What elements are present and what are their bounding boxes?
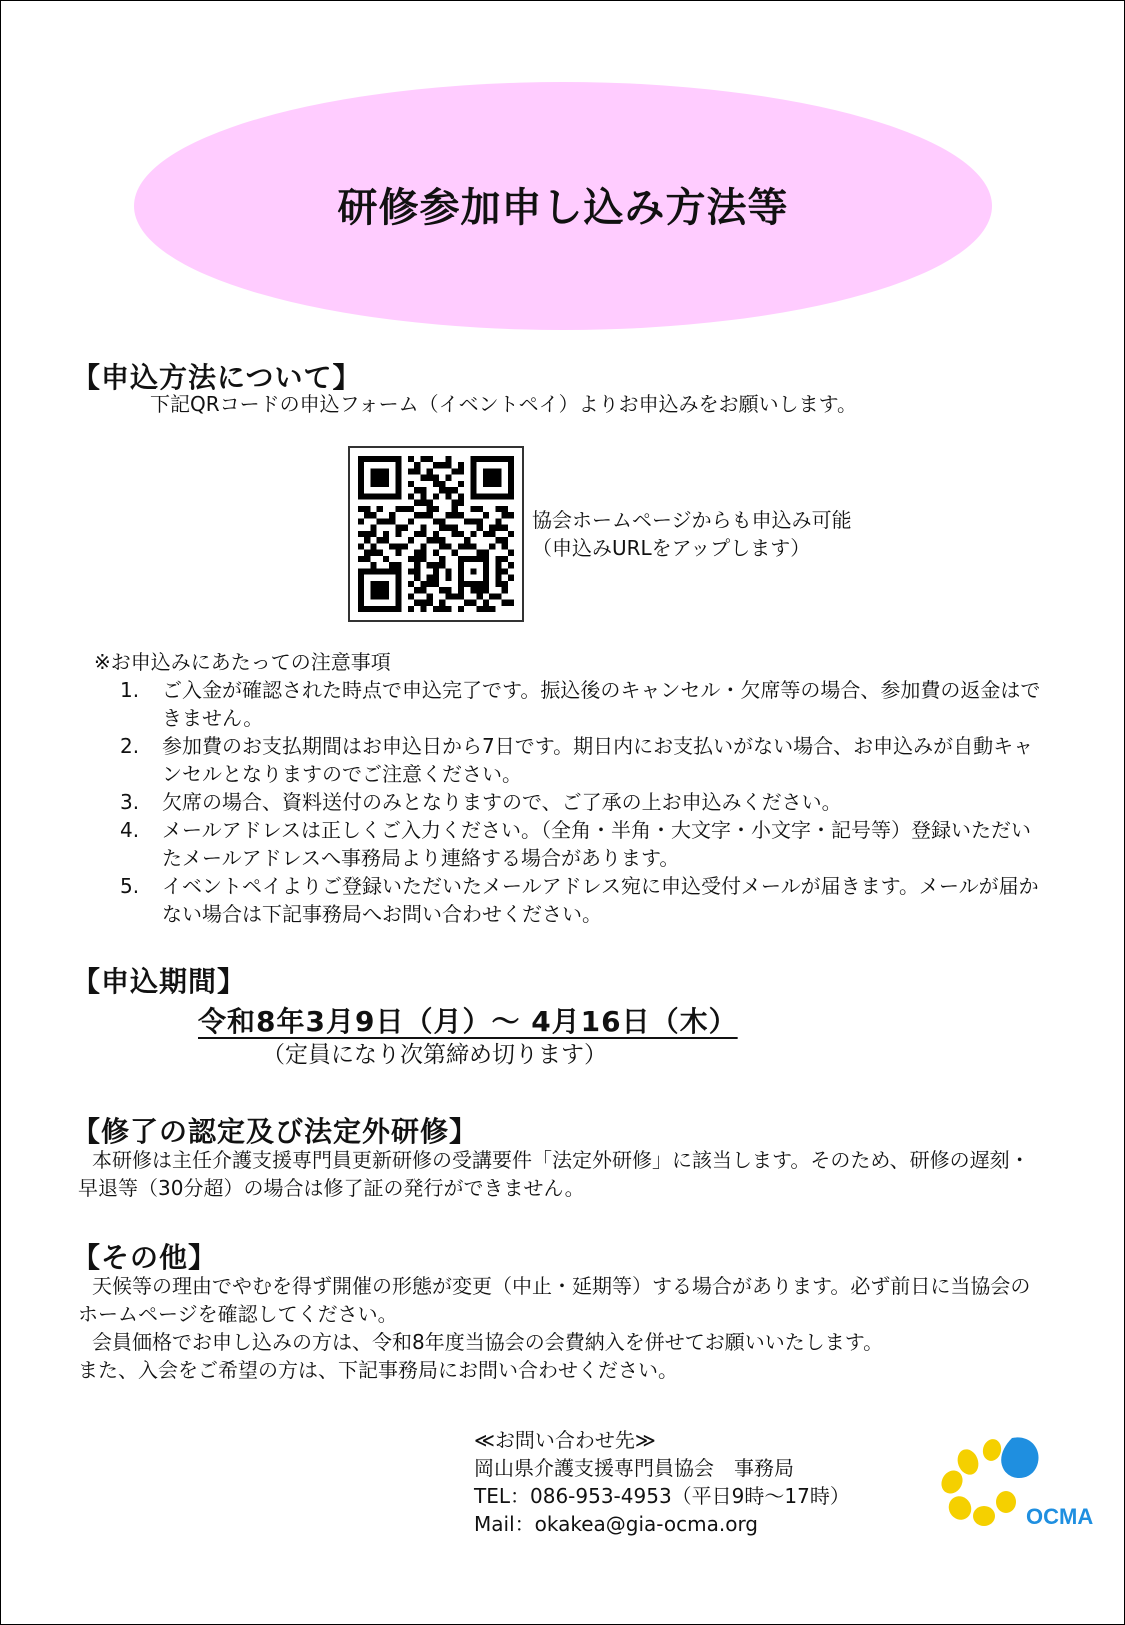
contact-mail: Mail：okakea@gia-ocma.org <box>474 1512 759 1536</box>
other-para3: また、入会をご希望の方は、下記事務局にお問い合わせください。 <box>78 1358 678 1382</box>
completion-heading: 【修了の認定及び法定外研修】 <box>72 1115 479 1148</box>
svg-text:OCMA: OCMA <box>1026 1504 1094 1529</box>
contact-org: 岡山県介護支援専門員協会 事務局 <box>474 1456 794 1480</box>
notes-heading: ※お申込みにあたっての注意事項 <box>94 650 391 674</box>
contact-tel: TEL：086-953-4953（平日9時～17時） <box>474 1484 850 1508</box>
note-text: 欠席の場合、資料送付のみとなりますので、ご了承の上お申込みください。 <box>162 790 842 814</box>
qr-side-line2: （申込みURLをアップします） <box>532 536 811 560</box>
contact-block <box>474 1426 850 1538</box>
completion-text: 本研修は主任介護支援専門員更新研修の受講要件「法定外研修」に該当します。そのため、研修の遅刻・早退等（30分超）の場合は修了証の発行ができません。 <box>78 1148 1030 1200</box>
contact-heading: ≪お問い合わせ先≫ <box>474 1428 656 1452</box>
note-item <box>120 816 1050 872</box>
period-heading: 【申込期間】 <box>72 965 247 998</box>
note-item <box>120 676 1050 732</box>
note-item <box>120 732 1050 788</box>
note-item <box>120 788 1050 816</box>
period-note: （定員になり次第締め切ります） <box>262 1042 607 1068</box>
other-heading: 【その他】 <box>72 1241 218 1274</box>
other-para1: 天候等の理由でやむを得ず開催の形態が変更（中止・延期等）する場合があります。必ず前日に当協会のホームページを確認してください。 <box>78 1274 1031 1326</box>
note-text: ご入金が確認された時点で申込完了です。振込後のキャンセル・欠席等の場合、参加費の返金はできません。 <box>162 678 1041 730</box>
method-intro: 下記QRコードの申込フォーム（イベントペイ）よりお申込みをお願いします。 <box>150 392 858 416</box>
note-text: 参加費のお支払期間はお申込日から7日です。期日内にお支払いがない場合、お申込みが自動キャンセルとなりますのでご注意ください。 <box>162 734 1034 786</box>
note-number: 2. <box>120 734 140 758</box>
ocma-flower-icon <box>940 1436 1100 1536</box>
other-para2: 会員価格でお申し込みの方は、令和8年度当協会の会費納入を併せてお願いいたします。 <box>92 1330 884 1354</box>
note-text: イベントペイよりご登録いただいたメールアドレス宛に申込受付メールが届きます。メールが届かない場合は下記事務局へお問い合わせください。 <box>162 874 1039 926</box>
qr-code <box>348 446 524 622</box>
period-dates: 令和8年3月9日（月）～ 4月16日（木） <box>198 1005 738 1038</box>
note-number: 4. <box>120 818 140 842</box>
method-heading: 【申込方法について】 <box>72 361 362 394</box>
note-number: 1. <box>120 678 140 702</box>
note-number: 5. <box>120 874 140 898</box>
page-title: 研修参加申し込み方法等 <box>337 185 789 231</box>
note-text: メールアドレスは正しくご入力ください。（全角・半角・大文字・小文字・記号等）登録いただいたメールアドレスへ事務局より連絡する場合があります。 <box>162 818 1031 870</box>
note-number: 3. <box>120 790 140 814</box>
ocma-logo <box>940 1436 1100 1536</box>
notes-list <box>120 676 1050 928</box>
note-item <box>120 872 1050 928</box>
qr-code-image <box>358 456 514 612</box>
qr-side-line1: 協会ホームページからも申込み可能 <box>532 508 852 532</box>
